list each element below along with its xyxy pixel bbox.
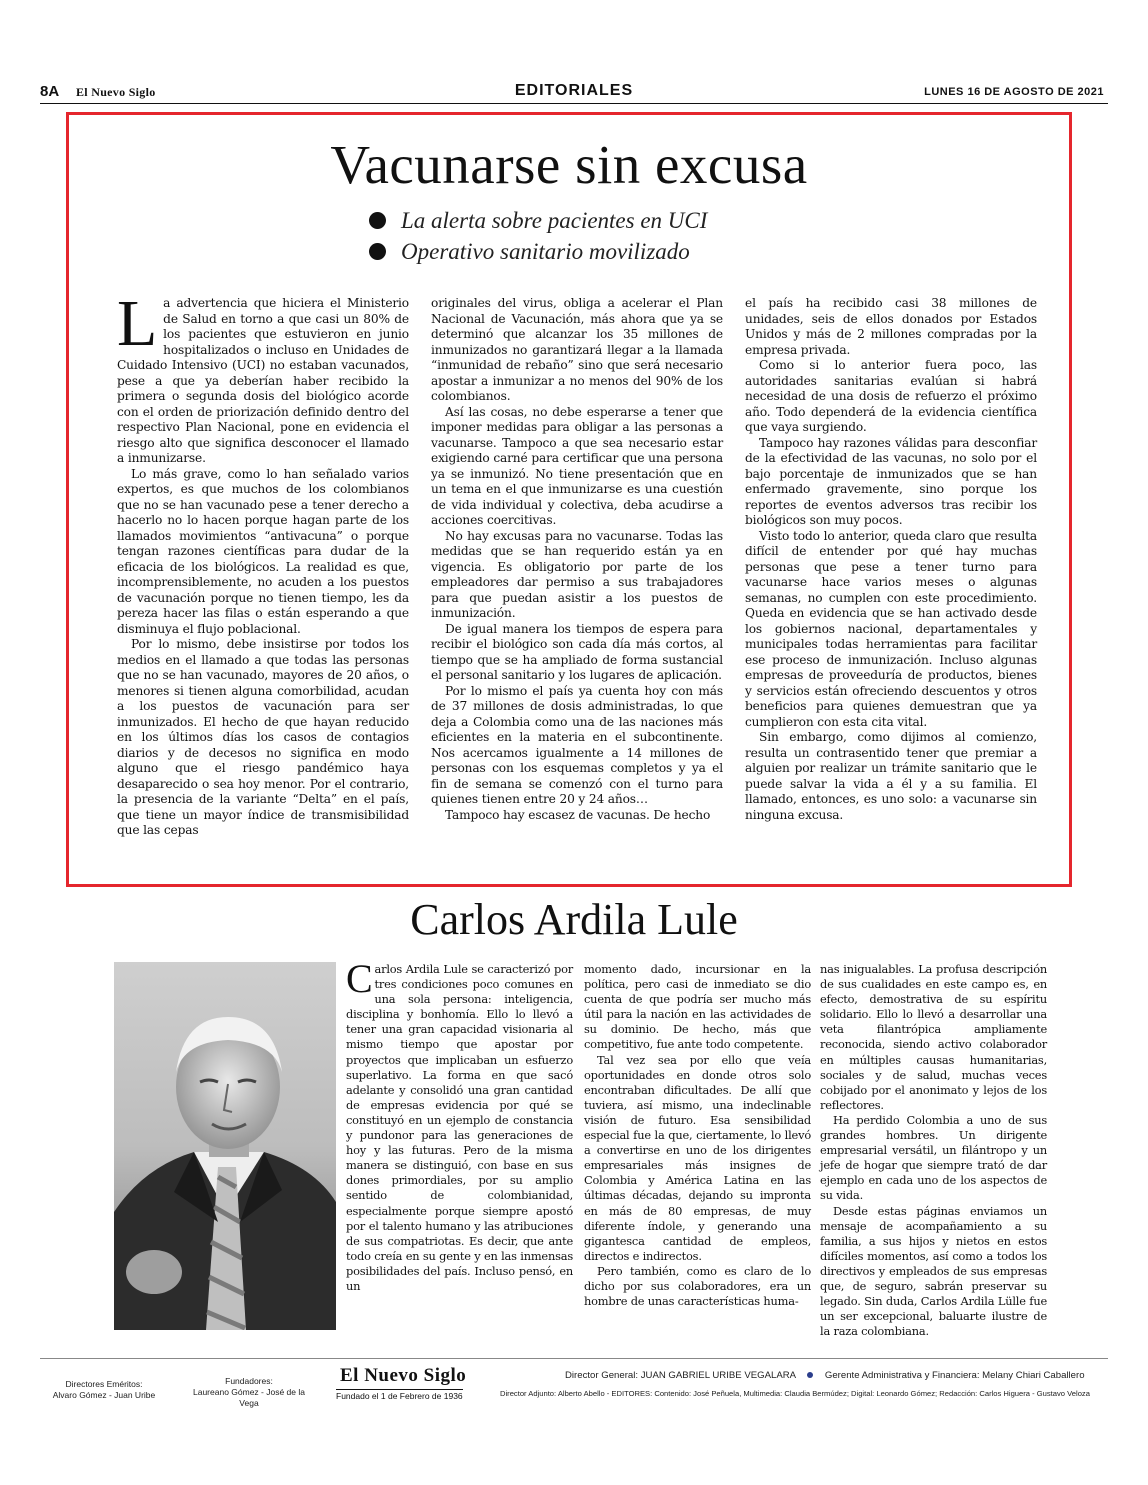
footer-rule	[40, 1358, 1108, 1359]
director-general-name: JUAN GABRIEL URIBE VEGALARA	[640, 1370, 796, 1381]
kicker-text: Operativo sanitario movilizado	[401, 238, 690, 264]
page-header	[40, 82, 1108, 104]
paragraph: Visto todo lo anterior, queda claro que resulta difícil de entender por qué hay muchas personas que pese a tener turno para vacunarse hace varios meses o algunas semanas, no cumplen con este procedimiento. Queda en evidencia que se han activado desde los gobiernos nacional, departamentales y municipales todas herramientas para facilitar ese proceso de inmunización. Incluso algunas empresas de proveeduría de productos, bienes y servicios están ofreciendo descuentos y otros beneficios para quienes demuestran que ya cumplieron con esta cita vital.	[745, 528, 1037, 729]
director-general-label: Director General:	[565, 1370, 639, 1381]
portrait-illustration	[114, 962, 336, 1330]
obituary-column-3	[820, 962, 1047, 1339]
footer-founded: Fundado el 1 de Febrero de 1936	[336, 1391, 463, 1401]
founders-label: Fundadores:	[225, 1376, 273, 1386]
kicker-item	[369, 205, 707, 236]
gerente-name: Melany Chiari Caballero	[982, 1370, 1085, 1381]
emeritus-label: Directores Eméritos:	[65, 1379, 143, 1389]
paragraph: Desde estas páginas enviamos un mensaje de acompañamiento a su familia, a sus hijos y nietos en estos difíciles momentos, así como a todos los directivos y empleados de sus empresas que, de seguro, sabrán preservar su legado. Sin duda, Carlos Ardila Lülle fue un ser excepcional, baluarte ilustre de la raza colombiana.	[820, 1203, 1047, 1339]
paragraph: La advertencia que hiciera el Ministerio de Salud en torno a que casi un 80% de los pacientes que estuvieron en junio hospitalizados o incluso en Unidades de Cuidado Intensivo (UCI) no estaban vacunados, pese a que ya deberían haber recibido la primera o segunda dosis del biológico acorde con el orden de priorización definido dentro del respectivo Plan Nacional, pone en evidencia el riesgo alto que significa desconocer el llamado a inmunizarse.	[117, 287, 409, 465]
kicker-item	[369, 236, 707, 267]
paragraph: Pero también, como es claro de lo dicho por sus colaboradores, era un hombre de unas características huma-	[584, 1263, 811, 1309]
editorial-body	[117, 287, 1037, 881]
paragraph: Por lo mismo, debe insistirse por todos los medios en el llamado a que todas las personas que no se han vacunado, mayores de 20 años, o menores si tienen alguna comorbilidad, acudan a los puestos de vacunación para ser inmunizados. El hecho de que hayan reducido en los últimos días los casos de contagios diarios y de decesos no significa en modo alguno que el riesgo pandémico haya desaparecido o sea hoy menor. Por el contrario, la presencia de la variante “Delta” en el país, que tiene un mayor índice de transmisibilidad que las cepas	[117, 637, 409, 837]
paragraph: Carlos Ardila Lule se caracterizó por tres condiciones poco comunes en una sola persona: inteligencia, disciplina y bonhomía. Ello lo llevó a tener una gran capacidad visionaria al mismo tiempo que apostar por proyectos que implicaban un esfuerzo superlativo. La forma en que sacó adelante y consolidó una gran cantidad de empresas evidencia por qué se constituyó en un ejemplo de constancia y pundonor para las generaciones de hoy y las futuras. Pero de la misma manera se distinguió, con base en sus dones primordiales, por su amplio sentido de colombianidad, especialmente porque siempre apostó por el talento humano y las atribuciones de sus compatriotas. Es decir, que ante todo creía en su gente y en las inmensas posibilidades del país. Incluso pensó, en un	[346, 956, 573, 1293]
editorial-kickers	[369, 205, 707, 267]
drop-cap: L	[117, 287, 158, 360]
paragraph: Ha perdido Colombia a uno de sus grandes hombres. Un dirigente empresarial versátil, un filántropo y un jefe de hogar que siempre trató de dar ejemplo en cada uno de los aspectos de su vida.	[820, 1112, 1047, 1203]
drop-cap: C	[346, 956, 373, 1001]
bullet-icon	[369, 243, 386, 260]
header-rule	[40, 103, 1108, 104]
footer-emeritus	[44, 1379, 164, 1401]
paragraph: Por lo mismo el país ya cuenta hoy con más de 37 millones de dosis administradas, lo que deja a Colombia como una de las naciones más eficientes en la materia en el subcontinente. Nos acercamos igualmente a 14 millones de personas con los esquemas completos y ya el fin de semana se comenzó con el turno para quienes tienen entre 20 y 24 años…	[431, 683, 723, 806]
footer-founders	[184, 1376, 314, 1409]
editorial-column-2	[431, 296, 723, 823]
kicker-text: La alerta sobre pacientes en UCI	[401, 207, 708, 233]
separator-dot-icon	[807, 1372, 813, 1378]
page-number: 8A	[40, 83, 60, 100]
editorial-column-1	[117, 287, 409, 839]
paragraph: Así las cosas, no debe esperarse a tener que imponer medidas para obligar a las personas a vacunarse. Tampoco a que sea necesario estar exigiendo carné para certificar que una persona ya se inmunizó. No tiene presentación que en un tema en el que inmunizarse es una cuestión de vida individual y colectiva, deba acudirse a acciones coercitivas.	[431, 404, 723, 527]
portrait-photo	[114, 962, 336, 1330]
bullet-icon	[369, 212, 386, 229]
paragraph: De igual manera los tiempos de espera para recibir el biológico son cada día más cortos, al tiempo que se ha ampliado de forma sustancial el personal sanitario y los lugares de aplicación.	[431, 621, 723, 682]
editorial-column-3	[745, 296, 1037, 823]
paragraph: el país ha recibido casi 38 millones de unidades, seis de ellos donados por Estados Unidos y más de 2 millones compradas por la empresa privada.	[745, 296, 1037, 357]
section-title: EDITORIALES	[514, 82, 634, 99]
footer-management	[565, 1370, 1085, 1381]
paragraph: momento dado, incursionar en la política, pero casi de inmediato se dio cuenta de que podría ser mucho más útil para la nación en las actividades de su dominio. De hecho, más que competitivo, fue ante todo competente.	[584, 962, 811, 1052]
paragraph: No hay excusas para no vacunarse. Todas las medidas que se han requerido están ya en vigencia. Es obligatorio por parte de los empleadores dar permiso a sus trabajadores para que puedan asistir a los puestos de inmunización.	[431, 528, 723, 620]
editorial-box	[66, 112, 1072, 887]
gerente-label: Gerente Administrativa y Financiera:	[824, 1370, 980, 1381]
paragraph: Tampoco hay razones válidas para desconfiar de la efectividad de las vacunas, no solo por el bajo porcentaje de inmunizados que se han enfermado gravemente, sino porque los reportes de eventos adversos tras recibir los biológicos son muy pocos.	[745, 435, 1037, 527]
obituary-column-1	[346, 956, 573, 1294]
paragraph: originales del virus, obliga a acelerar el Plan Nacional de Vacunación, más ahora que ya se determinó que alcanzar los 35 millones de inmunizados no garantizará llegar a la llamada “inmunidad de rebaño” sino que será necesario apostar a inmunizar a no menos del 90% de los colombianos.	[431, 296, 723, 403]
paragraph: Tal vez sea por ello que veía oportunidades en donde otros solo encontraban dificultades. De allí que tuviera, así mismo, una indeclinable visión de futuro. Esa sensibilidad especial fue la que, ciertamente, lo llevó a convertirse en uno de los dirigentes empresariales más insignes de Colombia y América Latina en las últimas décadas, dejando su impronta en más de 80 empresas, de muy diferente índole, y generando una gigantesca cantidad de empleos, directos e indirectos.	[584, 1052, 811, 1263]
emeritus-names: Alvaro Gómez - Juan Uribe	[52, 1390, 156, 1400]
paper-name: El Nuevo Siglo	[76, 85, 156, 99]
obituary-title: Carlos Ardila Lule	[410, 895, 738, 944]
footer-logo: El Nuevo Siglo	[340, 1365, 467, 1386]
footer-staff: Director Adjunto: Alberto Abello - EDITORES: Contenido: José Peñuela, Multimedia: Claudia Bermúdez; Digital: Leonardo Gómez; Redacción: Carlos Higuera - Gustavo Veloza	[500, 1389, 1090, 1398]
paragraph: nas inigualables. La profusa descripción de sus cualidades en este campo es, en efecto, demostrativa de su espíritu solidario. Ello lo llevó a desarrollar una veta filantrópica ampliamente reconocida, siendo activo colaborador en múltiples causas humanitarias, sociales y de salud, muchas veces cobijado por el anonimato y lejos de los reflectores.	[820, 962, 1047, 1112]
paragraph: Lo más grave, como lo han señalado varios expertos, es que muchos de los colombianos que no se han vacunado pese a tener derecho a hacerlo no lo hacen porque hagan parte de los llamados movimientos “antivacuna” o porque tengan razones científicas para dudar de la eficacia de los biológicos. La realidad es que, incomprensiblemente, no acuden a los puestos de vacunación porque no tienen tiempo, les da pereza hacer las filas o están esperando a que disminuya el flujo poblacional.	[117, 466, 409, 636]
founders-names: Laureano Gómez - José de la Vega	[193, 1387, 305, 1408]
editorial-title: Vacunarse sin excusa	[330, 134, 808, 195]
paragraph: Sin embargo, como dijimos al comienzo, resulta un contrasentido tener que premiar a alguien por realizar un trámite sanitario que le puede salvar la vida a él y a su familia. El llamado, entonces, es uno solo: a vacunarse sin ninguna excusa.	[745, 730, 1037, 822]
obituary-column-2	[584, 962, 811, 1309]
issue-date: LUNES 16 DE AGOSTO DE 2021	[924, 86, 1104, 98]
paragraph: Tampoco hay escasez de vacunas. De hecho	[445, 807, 711, 822]
paragraph: Como si lo anterior fuera poco, las autoridades sanitarias evalúan si habrá necesidad de una dosis de refuerzo el próximo año. Todo dependerá de la evidencia científica que vaya surgiendo.	[745, 358, 1037, 434]
